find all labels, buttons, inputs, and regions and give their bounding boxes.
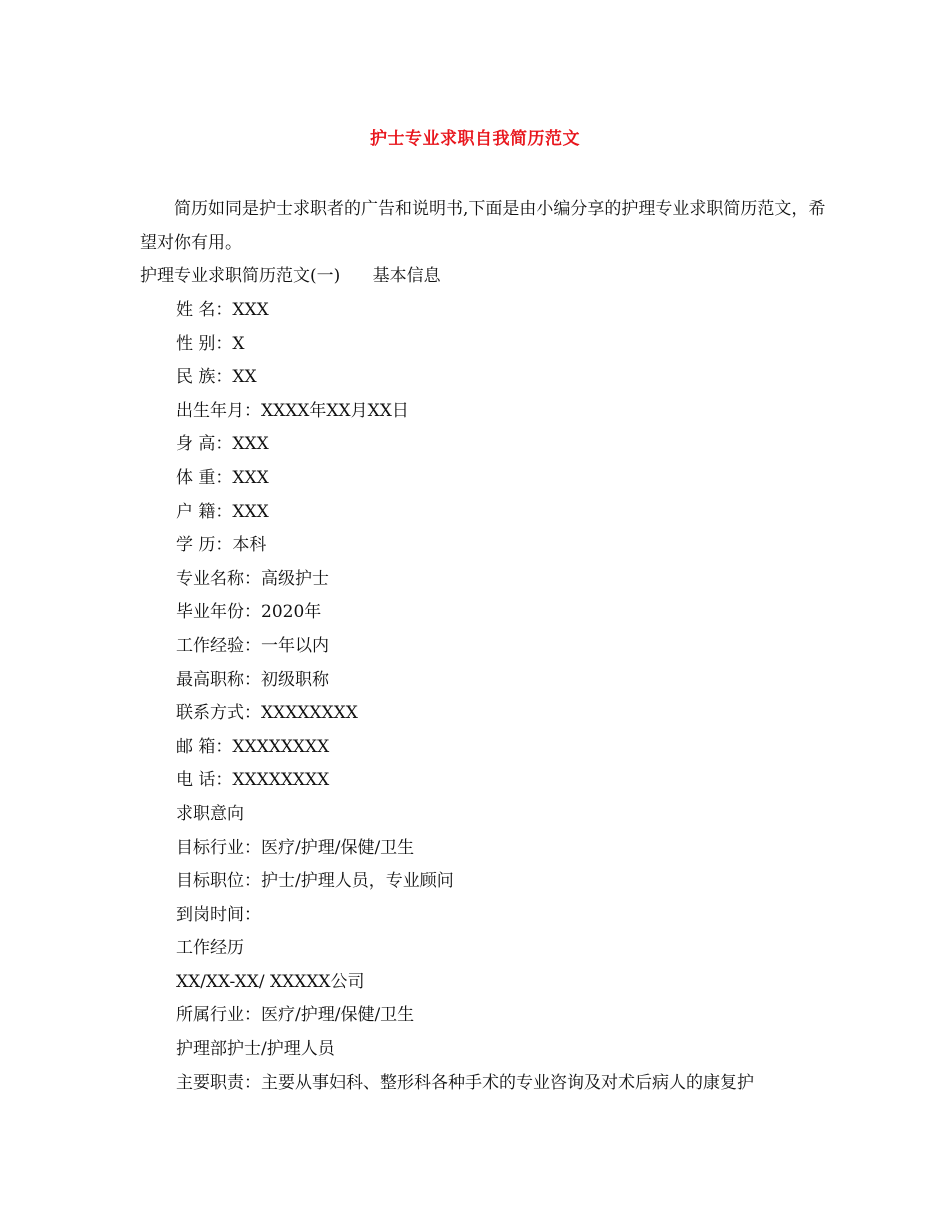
resume-line: 身 高：XXX bbox=[176, 434, 269, 455]
resume-line: 专业名称：高级护士 bbox=[176, 568, 329, 589]
resume-line: XX/XX-XX/ XXXXX公司 bbox=[176, 971, 365, 992]
resume-line: 毕业年份：2020年 bbox=[176, 602, 322, 623]
resume-line: 最高职称：初级职称 bbox=[176, 669, 329, 690]
resume-line: 目标职位：护士/护理人员，专业顾问 bbox=[176, 871, 454, 892]
section-heading: 护理专业求职简历范文(一) 基本信息 bbox=[140, 266, 441, 286]
resume-line: 主要职责：主要从事妇科、整形科各种手术的专业咨询及对术后病人的康复护 bbox=[176, 1072, 754, 1093]
resume-line: 护理部护士/护理人员 bbox=[176, 1039, 335, 1060]
resume-line: 邮 箱：XXXXXXXX bbox=[176, 736, 330, 757]
resume-line: 联系方式：XXXXXXXX bbox=[176, 703, 358, 724]
resume-line: 求职意向 bbox=[176, 803, 244, 824]
resume-line: 电 话：XXXXXXXX bbox=[176, 770, 330, 791]
resume-line: 所属行业：医疗/护理/保健/卫生 bbox=[176, 1005, 415, 1026]
resume-line: 体 重：XXX bbox=[176, 467, 269, 488]
resume-line: 性 别：X bbox=[176, 333, 245, 354]
document-title: 护士专业求职自我简历范文 bbox=[370, 129, 580, 149]
resume-line: 学 历：本科 bbox=[176, 535, 267, 556]
resume-line: 民 族：XX bbox=[176, 367, 257, 388]
intro-paragraph: 简历如同是护士求职者的广告和说明书,下面是由小编分享的护理专业求职简历范文，希望对你有用。 bbox=[140, 199, 826, 253]
resume-line: 户 籍：XXX bbox=[176, 501, 269, 522]
resume-line: 出生年月：XXXX年XX月XX日 bbox=[176, 400, 409, 421]
resume-line: 工作经验：一年以内 bbox=[176, 635, 329, 656]
resume-line: 工作经历 bbox=[176, 938, 244, 959]
resume-line: 姓 名：XXX bbox=[176, 300, 269, 320]
resume-lines bbox=[176, 294, 856, 1100]
resume-line: 到岗时间： bbox=[176, 904, 261, 925]
resume-line: 目标行业：医疗/护理/保健/卫生 bbox=[176, 837, 415, 858]
